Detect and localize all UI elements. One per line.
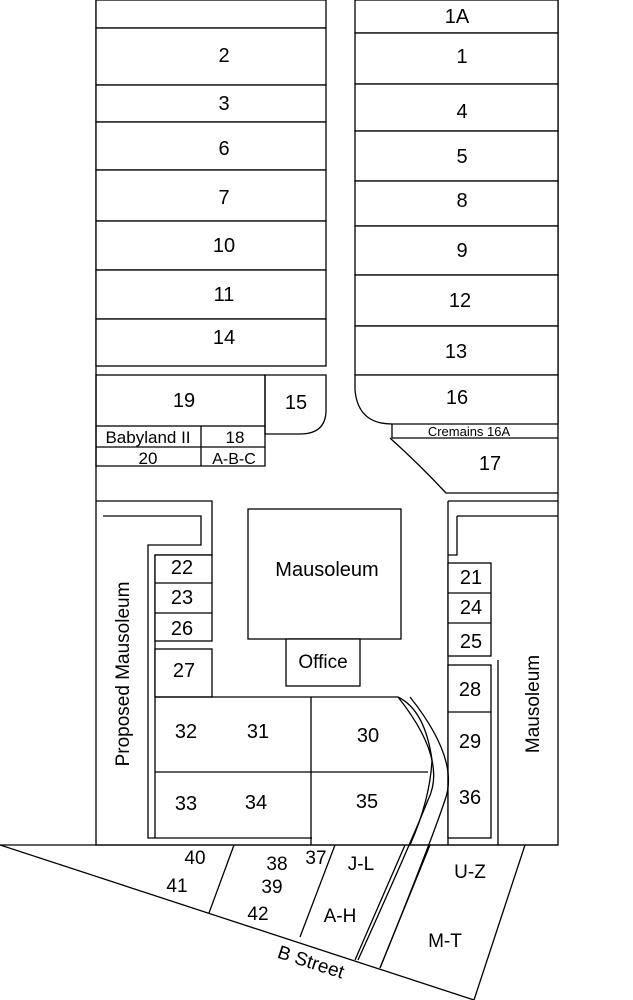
label-section-23: 23 xyxy=(170,587,194,609)
label-b-street: B Street xyxy=(274,942,347,984)
label-section-4: 4 xyxy=(456,101,468,123)
label-section-31: 31 xyxy=(246,721,270,743)
label-section-21: 21 xyxy=(459,567,483,589)
label-proposed-mausoleum: Proposed Mausoleum xyxy=(113,581,134,767)
label-section-6: 6 xyxy=(218,138,230,160)
left-sections xyxy=(96,0,326,366)
label-section-11: 11 xyxy=(213,284,235,306)
label-section-36: 36 xyxy=(458,787,482,809)
label-babyland-ii: Babyland II xyxy=(105,428,191,447)
label-mausoleum-center: Mausoleum xyxy=(275,559,379,581)
label-section-1A: 1A xyxy=(444,6,470,28)
label-ah: A-H xyxy=(323,906,357,927)
label-section-8: 8 xyxy=(456,190,468,212)
label-section-34: 34 xyxy=(244,792,268,814)
label-section-30: 30 xyxy=(356,725,380,747)
label-section-40: 40 xyxy=(184,848,206,869)
label-section-9: 9 xyxy=(456,240,468,262)
label-section-14: 14 xyxy=(212,327,236,349)
label-section-5: 5 xyxy=(456,146,468,168)
label-section-17: 17 xyxy=(478,453,502,475)
label-section-29: 29 xyxy=(458,731,482,753)
label-section-7: 7 xyxy=(218,187,230,209)
label-section-28: 28 xyxy=(458,679,482,701)
label-uz: U-Z xyxy=(454,862,486,883)
label-section-38: 38 xyxy=(266,854,288,875)
label-section-24: 24 xyxy=(459,597,483,619)
section-17-outline xyxy=(390,438,558,493)
label-section-33: 33 xyxy=(174,793,198,815)
label-section-13: 13 xyxy=(444,341,468,363)
label-section-10: 10 xyxy=(212,235,236,257)
label-section-16: 16 xyxy=(445,387,469,409)
label-section-26: 26 xyxy=(170,618,194,640)
central-block xyxy=(155,697,432,845)
label-section-32: 32 xyxy=(174,721,198,743)
label-section-37: 37 xyxy=(305,848,327,869)
label-cremains-16a: Cremains 16A xyxy=(427,424,511,439)
label-section-15: 15 xyxy=(284,392,308,414)
label-jl: J-L xyxy=(347,854,375,875)
label-mt: M-T xyxy=(428,931,462,952)
label-section-3: 3 xyxy=(218,93,230,115)
label-section-19: 19 xyxy=(172,390,196,412)
label-mausoleum-right: Mausoleum xyxy=(523,654,544,754)
label-section-35: 35 xyxy=(355,791,379,813)
label-section-39: 39 xyxy=(261,877,283,898)
upper-left-blocks xyxy=(96,375,326,466)
label-section-1: 1 xyxy=(456,46,468,68)
label-section-41: 41 xyxy=(166,876,188,897)
label-abc: A-B-C xyxy=(212,451,256,468)
label-section-18: 18 xyxy=(225,428,245,447)
label-section-12: 12 xyxy=(448,290,472,312)
label-section-2: 2 xyxy=(218,45,230,67)
label-section-42: 42 xyxy=(247,904,269,925)
label-section-25: 25 xyxy=(459,631,483,653)
label-office: Office xyxy=(298,652,348,673)
label-section-20: 20 xyxy=(138,449,158,468)
label-section-27: 27 xyxy=(172,660,196,682)
label-section-22: 22 xyxy=(170,557,194,579)
